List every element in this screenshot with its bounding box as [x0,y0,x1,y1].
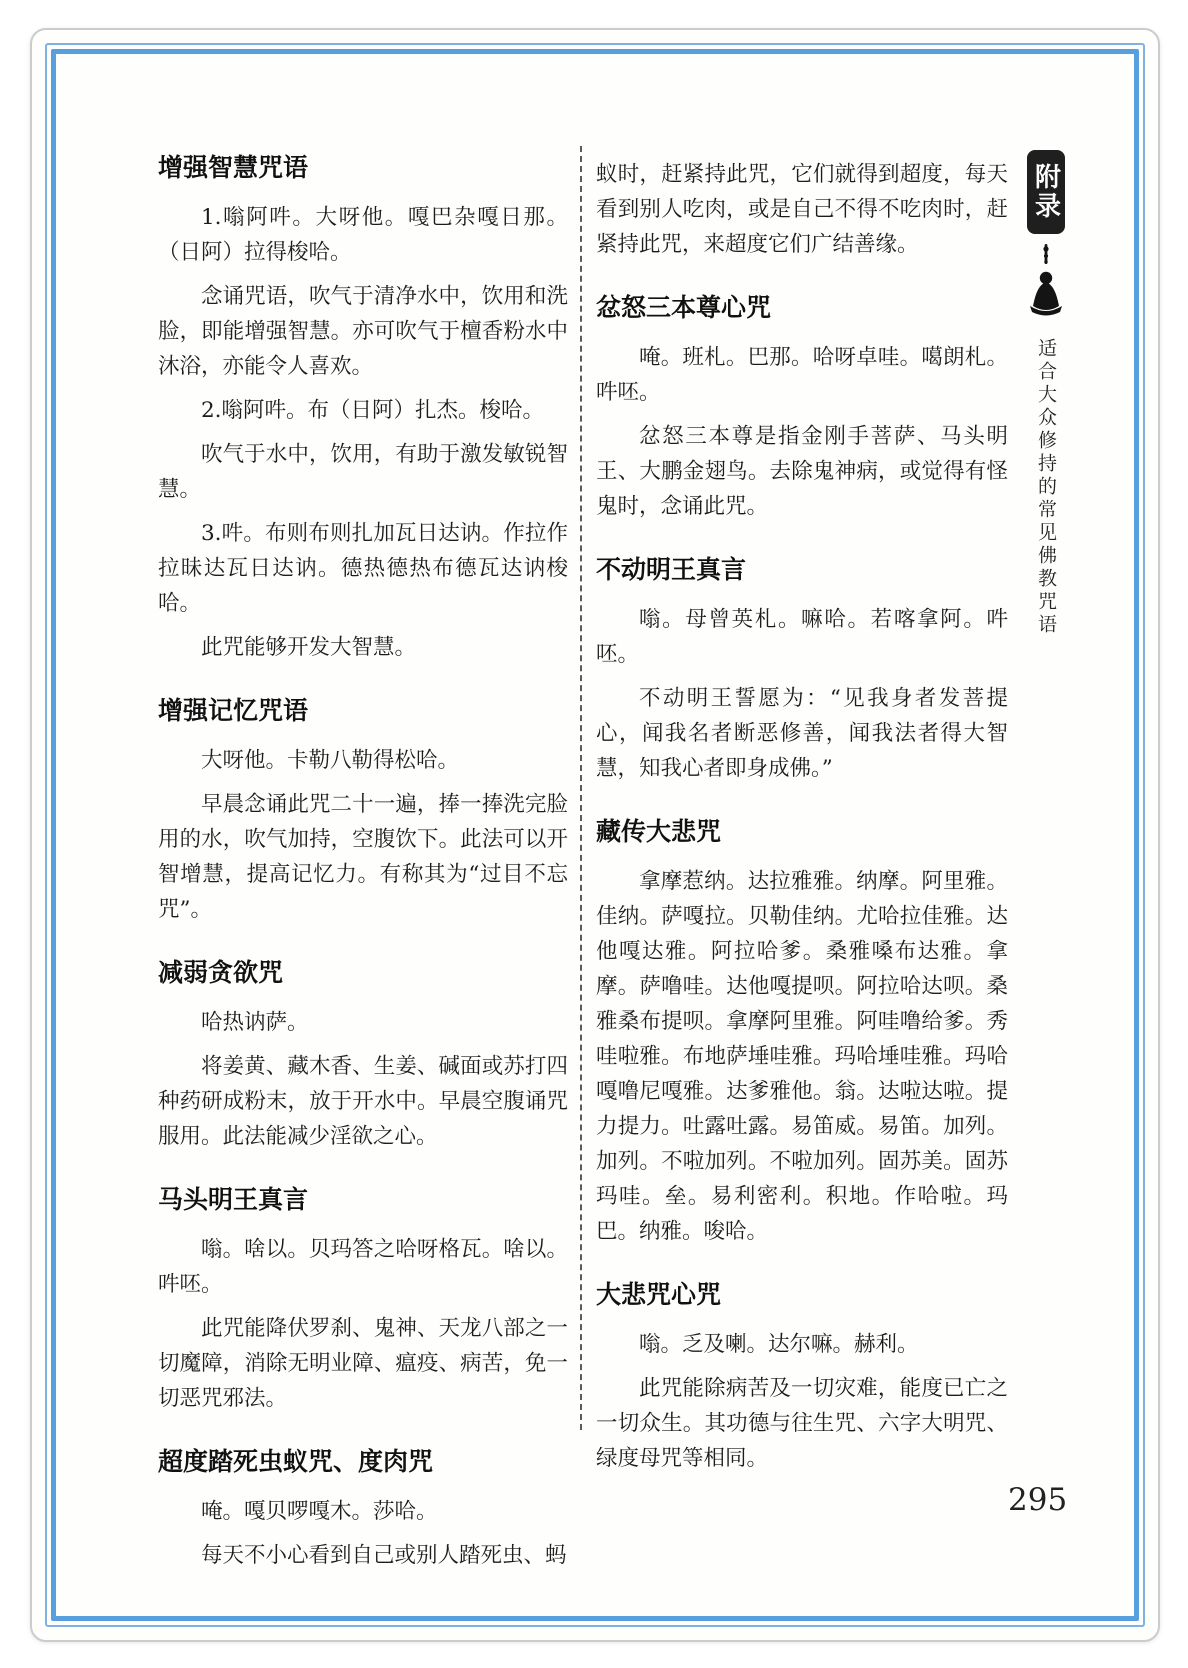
body-paragraph: 嗡。母曾英札。嘛哈。若喀拿阿。吽呸。 [596,607,1008,667]
page-number: 295 [1008,1482,1068,1518]
body-paragraph: 将姜黄、藏木香、生姜、碱面或苏打四种药研成粉末，放于开水中。早晨空腹诵咒服用。此法能减少淫欲之心。 [158,1054,568,1149]
body-paragraph: 拿摩惹纳。达拉雅雅。纳摩。阿里雅。佳纳。萨嘎拉。贝勒佳纳。尤哈拉佳雅。达他嘎达雅。阿拉哈爹。桑雅嗓布达雅。拿摩。萨噜哇。达他嘎提呗。阿拉哈达呗。桑雅桑布提呗。拿摩阿里雅。阿哇噜给爹。秀哇啦雅。布地萨埵哇雅。玛哈埵哇雅。玛哈嘎噜尼嘎雅。达爹雅他。翁。达啦达啦。提力提力。吐露吐露。易笛威。易笛。加列。加列。不啦加列。不啦加列。固苏美。固苏玛哇。垒。易利密利。积地。作哈啦。玛巴。纳雅。唆哈。 [596,869,1008,1244]
body-paragraph: 嗡。啥以。贝玛答之哈呀格瓦。啥以。吽呸。 [158,1237,568,1297]
left-text-column [158,148,568,1582]
right-text-column [596,148,1008,1485]
body-paragraph: 1.嗡阿吽。大呀他。嘎巴杂嘎日那。（日阿）拉得梭哈。 [158,205,568,265]
section-heading: 忿怒三本尊心咒 [596,293,772,322]
body-paragraph: 念诵咒语，吹气于清净水中，饮用和洗脸，即能增强智慧。亦可吹气于檀香粉水中沐浴，亦能令人喜欢。 [158,284,568,379]
body-paragraph: 蚁时，赶紧持此咒，它们就得到超度，每天看到别人吃肉，或是自己不得不吃肉时，赶紧持此咒，来超度它们广结善缘。 [596,162,1008,257]
body-paragraph: 此咒能降伏罗刹、鬼神、天龙八部之一切魔障，消除无明业障、瘟疫、病苦，免一切恶咒邪法。 [158,1316,568,1411]
body-paragraph: 此咒能够开发大智慧。 [201,635,417,660]
body-paragraph: 每天不小心看到自己或别人踏死虫、蚂 [201,1543,567,1568]
section-heading: 不动明王真言 [596,555,747,584]
body-paragraph: 唵。嘎贝啰嘎木。莎哈。 [201,1499,438,1524]
body-paragraph: 唵。班札。巴那。哈呀卓哇。噶朗札。吽呸。 [596,345,1008,405]
body-paragraph: 哈热讷萨。 [201,1010,309,1035]
section-heading: 增强智慧咒语 [158,153,309,182]
body-paragraph: 大呀他。卡勒八勒得松哈。 [201,748,460,773]
body-paragraph: 嗡。乏及喇。达尔嘛。赫利。 [639,1332,919,1357]
margin-sidebar [1022,150,1070,637]
body-paragraph: 此咒能除病苦及一切灾难，能度已亡之一切众生。其功德与往生咒、六字大明咒、绿度母咒等相同。 [596,1376,1008,1471]
section-heading: 增强记忆咒语 [158,696,309,725]
body-paragraph: 2.嗡阿吽。布（日阿）扎杰。梭哈。 [201,398,545,423]
section-heading: 减弱贪欲咒 [158,958,284,987]
column-divider-rule [580,146,582,1430]
buddha-figure-icon [1026,244,1066,332]
body-paragraph: 不动明王誓愿为：“见我身者发菩提心，闻我名者断恶修善，闻我法者得大智慧，知我心者即身成佛。” [596,686,1008,781]
appendix-tab-label: 附录 [1030,163,1061,221]
section-heading: 藏传大悲咒 [596,817,722,846]
section-heading: 大悲咒心咒 [596,1280,722,1309]
body-paragraph: 早晨念诵此咒二十一遍，捧一捧洗完脸用的水，吹气加持，空腹饮下。此法可以开智增慧，提高记忆力。有称其为“过目不忘咒”。 [158,792,568,922]
body-paragraph: 3.吽。布则布则扎加瓦日达讷。作拉作拉昧达瓦日达讷。德热德热布德瓦达讷梭哈。 [158,521,568,616]
section-heading: 超度踏死虫蚁咒、度肉咒 [158,1447,434,1476]
section-heading: 马头明王真言 [158,1185,309,1214]
appendix-tab-badge [1027,150,1065,234]
body-paragraph: 忿怒三本尊是指金刚手菩萨、马头明王、大鹏金翅鸟。去除鬼神病，或觉得有怪鬼时，念诵此咒。 [596,424,1008,519]
sidebar-vertical-title: 适合大众修持的常见佛教咒语 [1035,338,1057,637]
body-paragraph: 吹气于水中，饮用，有助于激发敏锐智慧。 [158,442,568,502]
